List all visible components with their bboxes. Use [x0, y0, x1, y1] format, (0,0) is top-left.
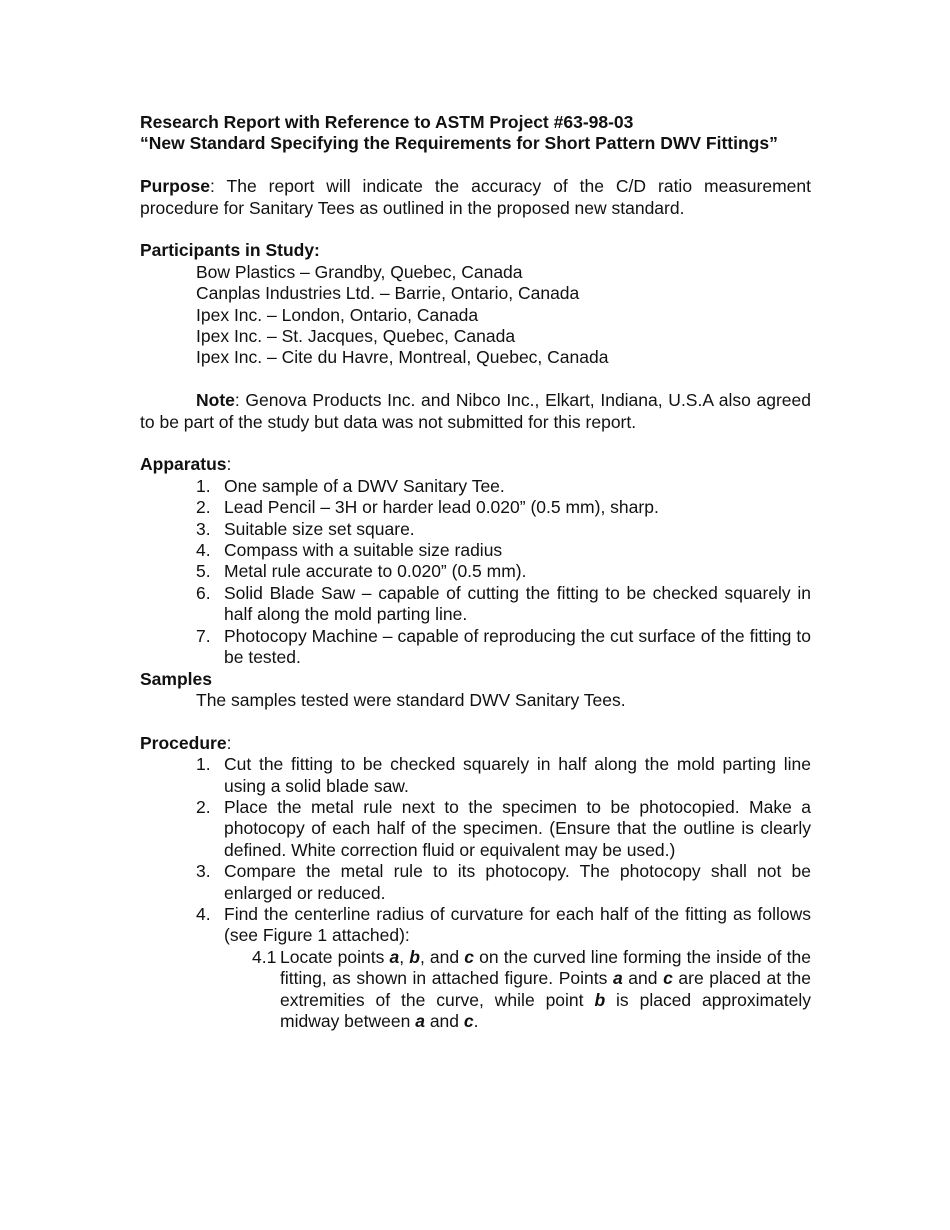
- participant-item: Bow Plastics – Grandby, Quebec, Canada: [196, 261, 523, 282]
- list-item: 6. Solid Blade Saw – capable of cutting the fitting to be checked squarely in half along the mold parting line.: [196, 582, 811, 625]
- participant-item: Ipex Inc. – St. Jacques, Quebec, Canada: [196, 326, 516, 347]
- participant-item: Ipex Inc. – London, Ontario, Canada: [196, 304, 479, 325]
- note-text: : Genova Products Inc. and Nibco Inc., Elkart, Indiana, U.S.A also agreed to be part of the study but data was not submitted for this report.: [140, 390, 811, 432]
- point-c: c: [463, 1010, 474, 1031]
- participants-list: [140, 262, 811, 369]
- apparatus-heading: Apparatus:: [140, 454, 232, 475]
- participant-item: Canplas Industries Ltd. – Barrie, Ontario, Canada: [196, 283, 580, 304]
- list-item: 2. Lead Pencil – 3H or harder lead 0.020” (0.5 mm), sharp.: [196, 497, 659, 518]
- purpose-label: Purpose: [140, 176, 211, 197]
- note-label: Note: [196, 390, 235, 411]
- list-item: 4. Find the centerline radius of curvature for each half of the fitting as follows (see Figure 1 attached):: [196, 903, 811, 946]
- point-c: c: [663, 968, 673, 989]
- list-item: 1. One sample of a DWV Sanitary Tee.: [196, 475, 505, 496]
- participants-heading: Participants in Study:: [140, 240, 320, 261]
- list-item: 1. Cut the fitting to be checked squarely in half along the mold parting line using a solid blade saw.: [196, 754, 811, 796]
- list-item: 7. Photocopy Machine – capable of reproducing the cut surface of the fitting to be tested.: [196, 625, 811, 668]
- procedure-heading: Procedure:: [140, 732, 232, 753]
- document-page: [140, 112, 811, 1032]
- point-b: b: [594, 989, 606, 1010]
- apparatus-label: Apparatus: [140, 454, 227, 475]
- procedure-list: [140, 754, 811, 947]
- purpose-paragraph: [140, 176, 811, 219]
- list-item: 3. Suitable size set square.: [196, 518, 415, 539]
- purpose-text: : The report will indicate the accuracy of the C/D ratio measurement procedure for Sanitary Tees as outlined in the proposed new standard.: [140, 176, 811, 218]
- samples-text: The samples tested were standard DWV Sanitary Tees.: [196, 689, 626, 710]
- list-item: 2. Place the metal rule next to the specimen to be photocopied. Make a photocopy of each half of the specimen. (Ensure that the outline is clearly defined. White correction fluid or equivalent may be used.): [196, 796, 811, 860]
- point-a: a: [612, 968, 623, 989]
- procedure-subitem: 4.1 Locate points a, b, and c on the curved line forming the inside of the fitting, as shown in attached figure. Points a and c are placed at the extremities of the curve, while point b is placed approximately midway between a and c.: [252, 946, 811, 1031]
- participant-item: Ipex Inc. – Cite du Havre, Montreal, Quebec, Canada: [196, 347, 609, 368]
- list-item: 5. Metal rule accurate to 0.020” (0.5 mm).: [196, 561, 527, 582]
- note-paragraph: [140, 390, 811, 433]
- report-subtitle: “New Standard Specifying the Requirements for Short Pattern DWV Fittings”: [140, 133, 778, 154]
- list-item: 4. Compass with a suitable size radius: [196, 540, 503, 561]
- apparatus-list: [140, 476, 811, 669]
- report-title: Research Report with Reference to ASTM Project #63-98-03: [140, 112, 634, 132]
- point-a: a: [415, 1010, 425, 1031]
- point-a: a: [389, 946, 400, 967]
- point-b: b: [409, 946, 420, 967]
- samples-heading: Samples: [140, 668, 212, 689]
- procedure-label: Procedure: [140, 732, 227, 753]
- point-c: c: [464, 946, 474, 967]
- list-item: 3. Compare the metal rule to its photocopy. The photocopy shall not be enlarged or reduced.: [196, 861, 811, 903]
